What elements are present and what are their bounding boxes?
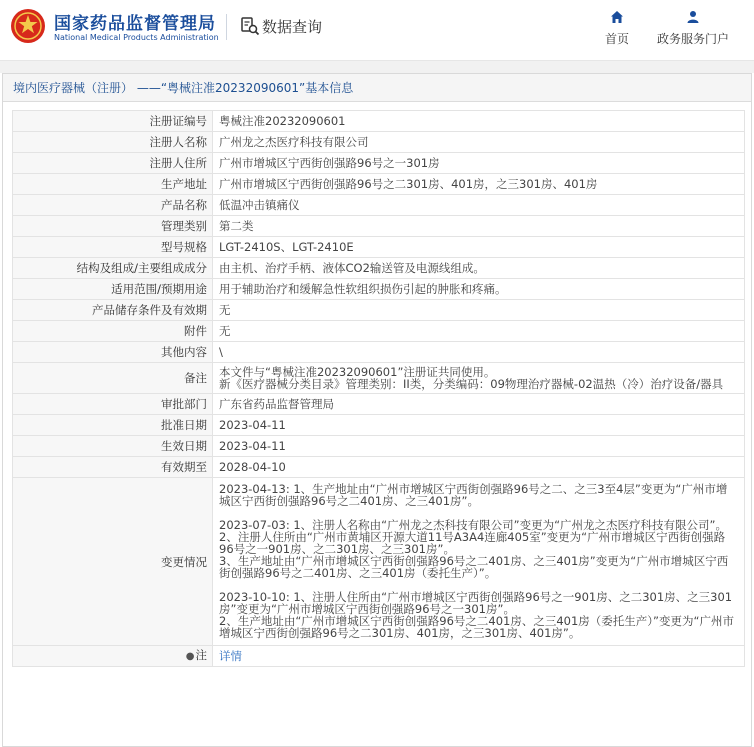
table-row [13,342,745,363]
changes-value [213,478,745,646]
field-label: 注册人住所 [13,153,213,174]
field-value: 2023-04-11 [213,415,745,436]
remark-line: 本文件与“粤械注准20232090601”注册证共同使用。 [219,365,496,379]
field-label: 备注 [13,363,213,394]
nav-home-label: 首页 [604,32,629,46]
field-value: 用于辅助治疗和缓解急性软组织损伤引起的肿胀和疼痛。 [213,279,745,300]
home-icon [610,10,624,24]
table-row [13,300,745,321]
header-divider [226,14,227,40]
table-row [13,258,745,279]
data-query-link[interactable] [240,15,322,37]
field-label: 附件 [13,321,213,342]
field-label: 产品名称 [13,195,213,216]
field-value: 粤械注准20232090601 [213,111,745,132]
table-row [13,132,745,153]
remark-value [213,363,745,394]
change-entry [219,519,738,579]
field-value: 由主机、治疗手柄、液体CO2输送管及电源线组成。 [213,258,745,279]
field-value: 2023-04-11 [213,436,745,457]
table-row [13,279,745,300]
table-row [13,195,745,216]
table-row [13,321,745,342]
field-value: 第二类 [213,216,745,237]
nav-service-portal[interactable] [648,10,738,47]
field-label: 有效期至 [13,457,213,478]
table-row [13,237,745,258]
remark-line: 新《医疗器械分类目录》管理类别：II类，分类编码：09物理治疗器械-02温热（冷）治疗设备/器具 [219,377,724,391]
note-value [213,646,745,667]
field-label: 批准日期 [13,415,213,436]
field-value: 广州龙之杰医疗科技有限公司 [213,132,745,153]
site-header [0,0,754,60]
registration-detail-table [12,110,745,667]
note-label-cell [13,646,213,667]
table-row [13,363,745,394]
data-search-icon [240,16,260,36]
lightbulb-icon: ● [185,651,195,662]
field-label: 管理类别 [13,216,213,237]
table-row [13,394,745,415]
nav-portal-label: 政务服务门户 [656,32,729,46]
field-label: 变更情况 [13,478,213,646]
change-entry [219,591,738,639]
brand-subtitle: National Medical Products Administration [54,33,219,42]
field-label: 其他内容 [13,342,213,363]
field-label: 注册人名称 [13,132,213,153]
field-value: 无 [213,300,745,321]
field-value: LGT-2410S、LGT-2410E [213,237,745,258]
table-row [13,436,745,457]
field-value: 广东省药品监督管理局 [213,394,745,415]
change-text: 2023-07-03: 1、注册人名称由“广州龙之杰科技有限公司”变更为“广州龙之杰医疗科技有限公司”。 [219,518,728,532]
field-value: 无 [213,321,745,342]
change-text: 2023-10-10: 1、注册人住所由“广州市增城区宁西街创强路96号之一901房、之二301房、之三301房”变更为“广州市增城区宁西街创强路96号之一301房”。 [219,590,733,616]
field-label: 适用范围/预期用途 [13,279,213,300]
field-label: 产品储存条件及有效期 [13,300,213,321]
brand-title: 国家药品监督管理局 [54,14,216,34]
field-value: 低温冲击镇痛仪 [213,195,745,216]
change-text: 2、生产地址由“广州市增城区宁西街创强路96号之二401房、之三401房（委托生产）”变更为“广州市增城区宁西街创强路96号之二301房、401房，之三301房、401房”。 [219,614,734,640]
content-gap [0,61,754,73]
panel-title: 境内医疗器械（注册） ——“粤械注准20232090601”基本信息 [3,74,751,102]
table-row [13,153,745,174]
details-link[interactable]: 详情 [219,649,242,663]
table-row [13,415,745,436]
field-label: 注 [195,648,207,662]
detail-panel [2,73,752,747]
change-text: 3、生产地址由“广州市增城区宁西街创强路96号之二401房、之三401房”变更为“广州市增城区宁西街创强路96号之二401房、之三401房（委托生产）”。 [219,554,729,580]
field-label: 注册证编号 [13,111,213,132]
field-label: 结构及组成/主要组成成分 [13,258,213,279]
field-label: 审批部门 [13,394,213,415]
table-row [13,646,745,667]
field-label: 型号规格 [13,237,213,258]
table-row [13,216,745,237]
table-row [13,457,745,478]
table-row [13,111,745,132]
data-query-label: 数据查询 [262,17,323,36]
user-icon [686,10,700,24]
table-row [13,478,745,646]
field-value: 广州市增城区宁西街创强路96号之二301房、401房，之三301房、401房 [213,174,745,195]
nmpa-emblem-icon [10,8,46,44]
change-text: 2023-04-13: 1、生产地址由“广州市增城区宁西街创强路96号之二、之三3至4层”变更为“广州市增城区宁西街创强路96号之二401房、之三401房”。 [219,482,728,508]
field-label: 生效日期 [13,436,213,457]
nav-home[interactable] [582,10,652,47]
field-value: 广州市增城区宁西街创强路96号之一301房 [213,153,745,174]
field-value: 2028-04-10 [213,457,745,478]
table-row [13,174,745,195]
change-entry [219,483,738,507]
field-label: 生产地址 [13,174,213,195]
field-value: \ [213,342,745,363]
change-text: 2、注册人住所由“广州市黄埔区开源大道11号A3A4连廊405室”变更为“广州市增城区宁西街创强路96号之一901房、之二301房、之三301房”。 [219,530,726,556]
